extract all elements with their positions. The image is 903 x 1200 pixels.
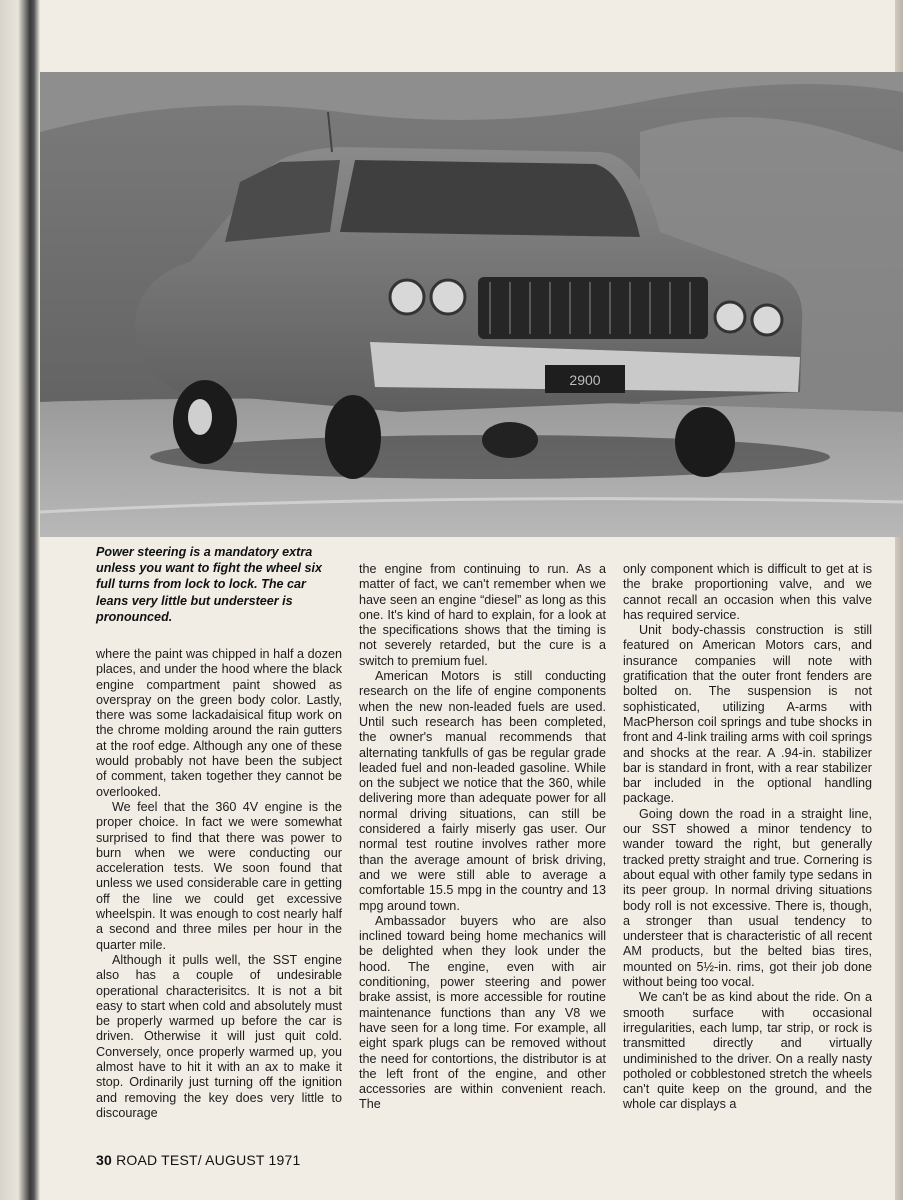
paragraph: where the paint was chipped in half a dozen places, and under the hood where the black engine compartment paint showed as overspray on the green body color. Lastly, there was some lackadaisical fitup work on the chrome molding around the rain gutters at the roof edge. Although any one of these would probably not have been the subject of comment, taken together they cannot be overlooked. [96, 647, 342, 799]
article-column-1 [96, 647, 342, 1121]
paragraph: We can't be as kind about the ride. On a smooth surface with occasional irregularities, each lump, tar strip, or rock is transmitted directly and virtually undiminished to the driver. On a really nasty potholed or cobblestoned stretch the wheels can't quite keep on the ground, and the whole car displays a [623, 990, 872, 1112]
magazine-binding [0, 0, 40, 1200]
article-column-3 [623, 562, 872, 1113]
article-column-2 [359, 562, 606, 1113]
page-number: 30 [96, 1152, 112, 1168]
publication-line: ROAD TEST/ AUGUST 1971 [116, 1152, 301, 1168]
page-footer [96, 1152, 300, 1168]
photo-caption: Power steering is a mandatory extra unless you want to fight the wheel six full turns from lock to lock. The car leans very little but understeer is pronounced. [96, 545, 323, 624]
paragraph: the engine from continuing to run. As a matter of fact, we can't remember when we have seen an engine “diesel” as long as this one. It's kind of hard to explain, for a look at the specifications shows that the timing is not severely retarded, but the cure is a switch to premium fuel. [359, 562, 606, 668]
paragraph: We feel that the 360 4V engine is the proper choice. In fact we were somewhat surprised to find that there was power to burn when we were conducting our acceleration tests. We soon found that unless we used considerable care in getting off the line we could get excessive wheelspin. It was enough to cost nearly half a second and three miles per hour in the quarter mile. [96, 799, 342, 952]
paragraph: Ambassador buyers who are also inclined toward being home mechanics will be delighted when they look under the hood. The engine, even with air conditioning, power steering and power brake assist, is more accessible for routine maintenance functions than any V8 we have seen for a long time. For example, all eight spark plugs can be removed without the need for contortions, the distributor is at the left front of the engine, and other accessories are within convenient reach. The [359, 913, 606, 1112]
paragraph: Going down the road in a straight line, our SST showed a minor tendency to wander toward the right, but generally tracked pretty straight and true. Cornering is about equal with other family type sedans in its peer group. In normal driving situations body roll is not excessive. There is, though, a stronger than usual tendency to understeer that is characteristic of all recent AM products, but the belted bias tires, mounted on 5½-in. rims, got their job done without being too vocal. [623, 806, 872, 990]
license-plate-text: 2900 [569, 372, 601, 388]
paragraph: Unit body-chassis construction is still featured on American Motors cars, and insurance companies will note with gratification that the outer front fenders are bolted on. The suspension is not sophisticated, utilizing A-arms with MacPherson coil springs and tube shocks in front and 4-link trailing arms with coil springs and shocks at the rear. A .94-in. stabilizer bar is standard in front, with a rear stabilizer bar included in the optional handling package. [623, 623, 872, 806]
car-photo [40, 72, 903, 537]
paragraph: only component which is difficult to get at is the brake proportioning valve, and we cannot recall an occasion when this valve has required service. [623, 562, 872, 622]
paragraph: American Motors is still conducting research on the life of engine components when the new non-leaded fuels are used. Until such research has been completed, the owner's manual recommends that alternating tankfulls of gas be regular grade leaded fuel and non-leaded gasoline. While on the subject we notice that the 360, while delivering more than adequate power for all normal driving situations, can still be considered a fairly miserly gas user. Our normal test routine involves rather more than the average amount of brisk driving, and we were still able to average a comfortable 15.5 mpg in the country and 13 mpg around town. [359, 669, 606, 913]
paragraph: Although it pulls well, the SST engine also has a couple of undesirable operational characterisitcs. It is not a bit easy to start when cold and absolutely must be properly warmed up before the car is driven. Otherwise it will just quit cold. Conversely, once properly warmed up, you almost have to hit it with an ax to make it stop. Ordinarily just turning off the ignition and removing the key does very little to discourage [96, 952, 342, 1120]
car-photo-icon [40, 72, 903, 537]
